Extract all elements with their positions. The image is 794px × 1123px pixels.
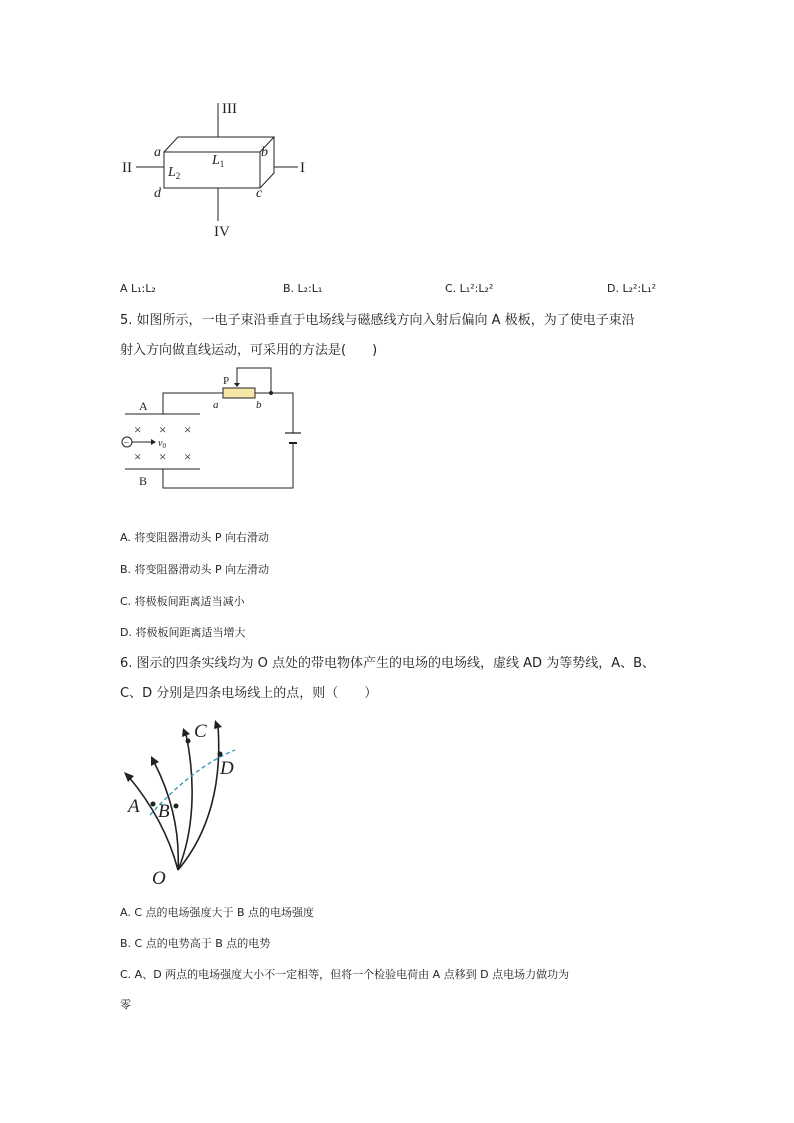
q4-option-d: D. L₂²:L₁² [607,282,657,295]
label-O-point: O [152,868,166,889]
label-L2: $L_2$ [168,165,181,181]
label-D-point: D [220,758,234,779]
q5-option-c: C. 将极板间距离适当减小 [120,595,245,608]
cross-5: × [159,449,167,464]
cross-6: × [184,449,192,464]
label-I: I [300,160,305,176]
q6-option-c-line2: 零 [120,998,131,1011]
box-top-face [164,137,274,152]
wire-bottom [163,443,293,488]
q4-option-a: A L₁:L₂ [120,282,156,295]
label-b-rheostat: b [256,399,262,411]
cross-3: × [184,422,192,437]
figure-field-lines [120,712,260,892]
q5-stem-line2: 射入方向做直线运动，可采用的方法是( ) [120,343,378,358]
field-line-4 [178,726,219,870]
field-line-3 [178,734,192,870]
cross-1: × [134,422,142,437]
junction-dot [269,391,273,395]
q6-stem-line2: C、D 分别是四条电场线上的点，则（ ） [120,686,378,701]
label-v0: $v_0$ [158,438,166,450]
q4-option-c: C. L₁²:L₂² [445,282,494,295]
label-II: II [122,160,132,176]
label-III: III [222,101,237,117]
velocity-arrow-head [151,439,156,445]
cross-4: × [134,449,142,464]
q4-option-b: B. L₂:L₁ [283,282,323,295]
figure-circuit [115,368,305,493]
q5-stem-line1: 5. 如图所示，一电子束沿垂直于电场线与磁感线方向入射后偏向 A 极板，为了使电子束沿 [120,313,635,328]
point-A [151,802,156,807]
label-a: a [154,145,161,160]
arrowhead-4 [214,720,222,729]
label-c: c [256,186,263,201]
q5-option-a: A. 将变阻器滑动头 P 向右滑动 [120,531,269,544]
point-B [174,804,179,809]
label-C-point: C [194,721,207,742]
label-B-plate: B [139,474,148,488]
label-IV: IV [214,224,230,240]
rheostat [223,388,255,398]
slider-arrow-head [234,383,240,387]
label-A-plate: A [139,399,148,413]
q6-option-a: A. C 点的电场强度大于 B 点的电场强度 [120,906,315,919]
label-B-point: B [158,801,170,822]
label-b: b [261,145,268,160]
q6-stem-line1: 6. 图示的四条实线均为 O 点处的带电物体产生的电场的电场线，虚线 AD 为等势线，A、B、 [120,656,656,671]
label-a-rheostat: a [213,399,219,411]
label-P: P [223,375,230,387]
q5-option-d: D. 将极板间距离适当增大 [120,626,246,639]
q5-option-b: B. 将变阻器滑动头 P 向左滑动 [120,563,270,576]
field-line-1 [128,776,178,870]
figure-box-directions [110,95,330,245]
q6-option-b: B. C 点的电势高于 B 点的电势 [120,937,271,950]
label-d: d [154,186,161,201]
point-D [218,752,223,757]
label-L1: $L_1$ [212,153,225,169]
point-C [186,739,191,744]
q6-option-c-line1: C. A、D 两点的电场强度大小不一定相等，但将一个检验电荷由 A 点移到 D 点电场力做功为 [120,968,570,981]
cross-2: × [159,422,167,437]
electron-sign: − [123,438,130,449]
label-A-point: A [128,796,140,817]
